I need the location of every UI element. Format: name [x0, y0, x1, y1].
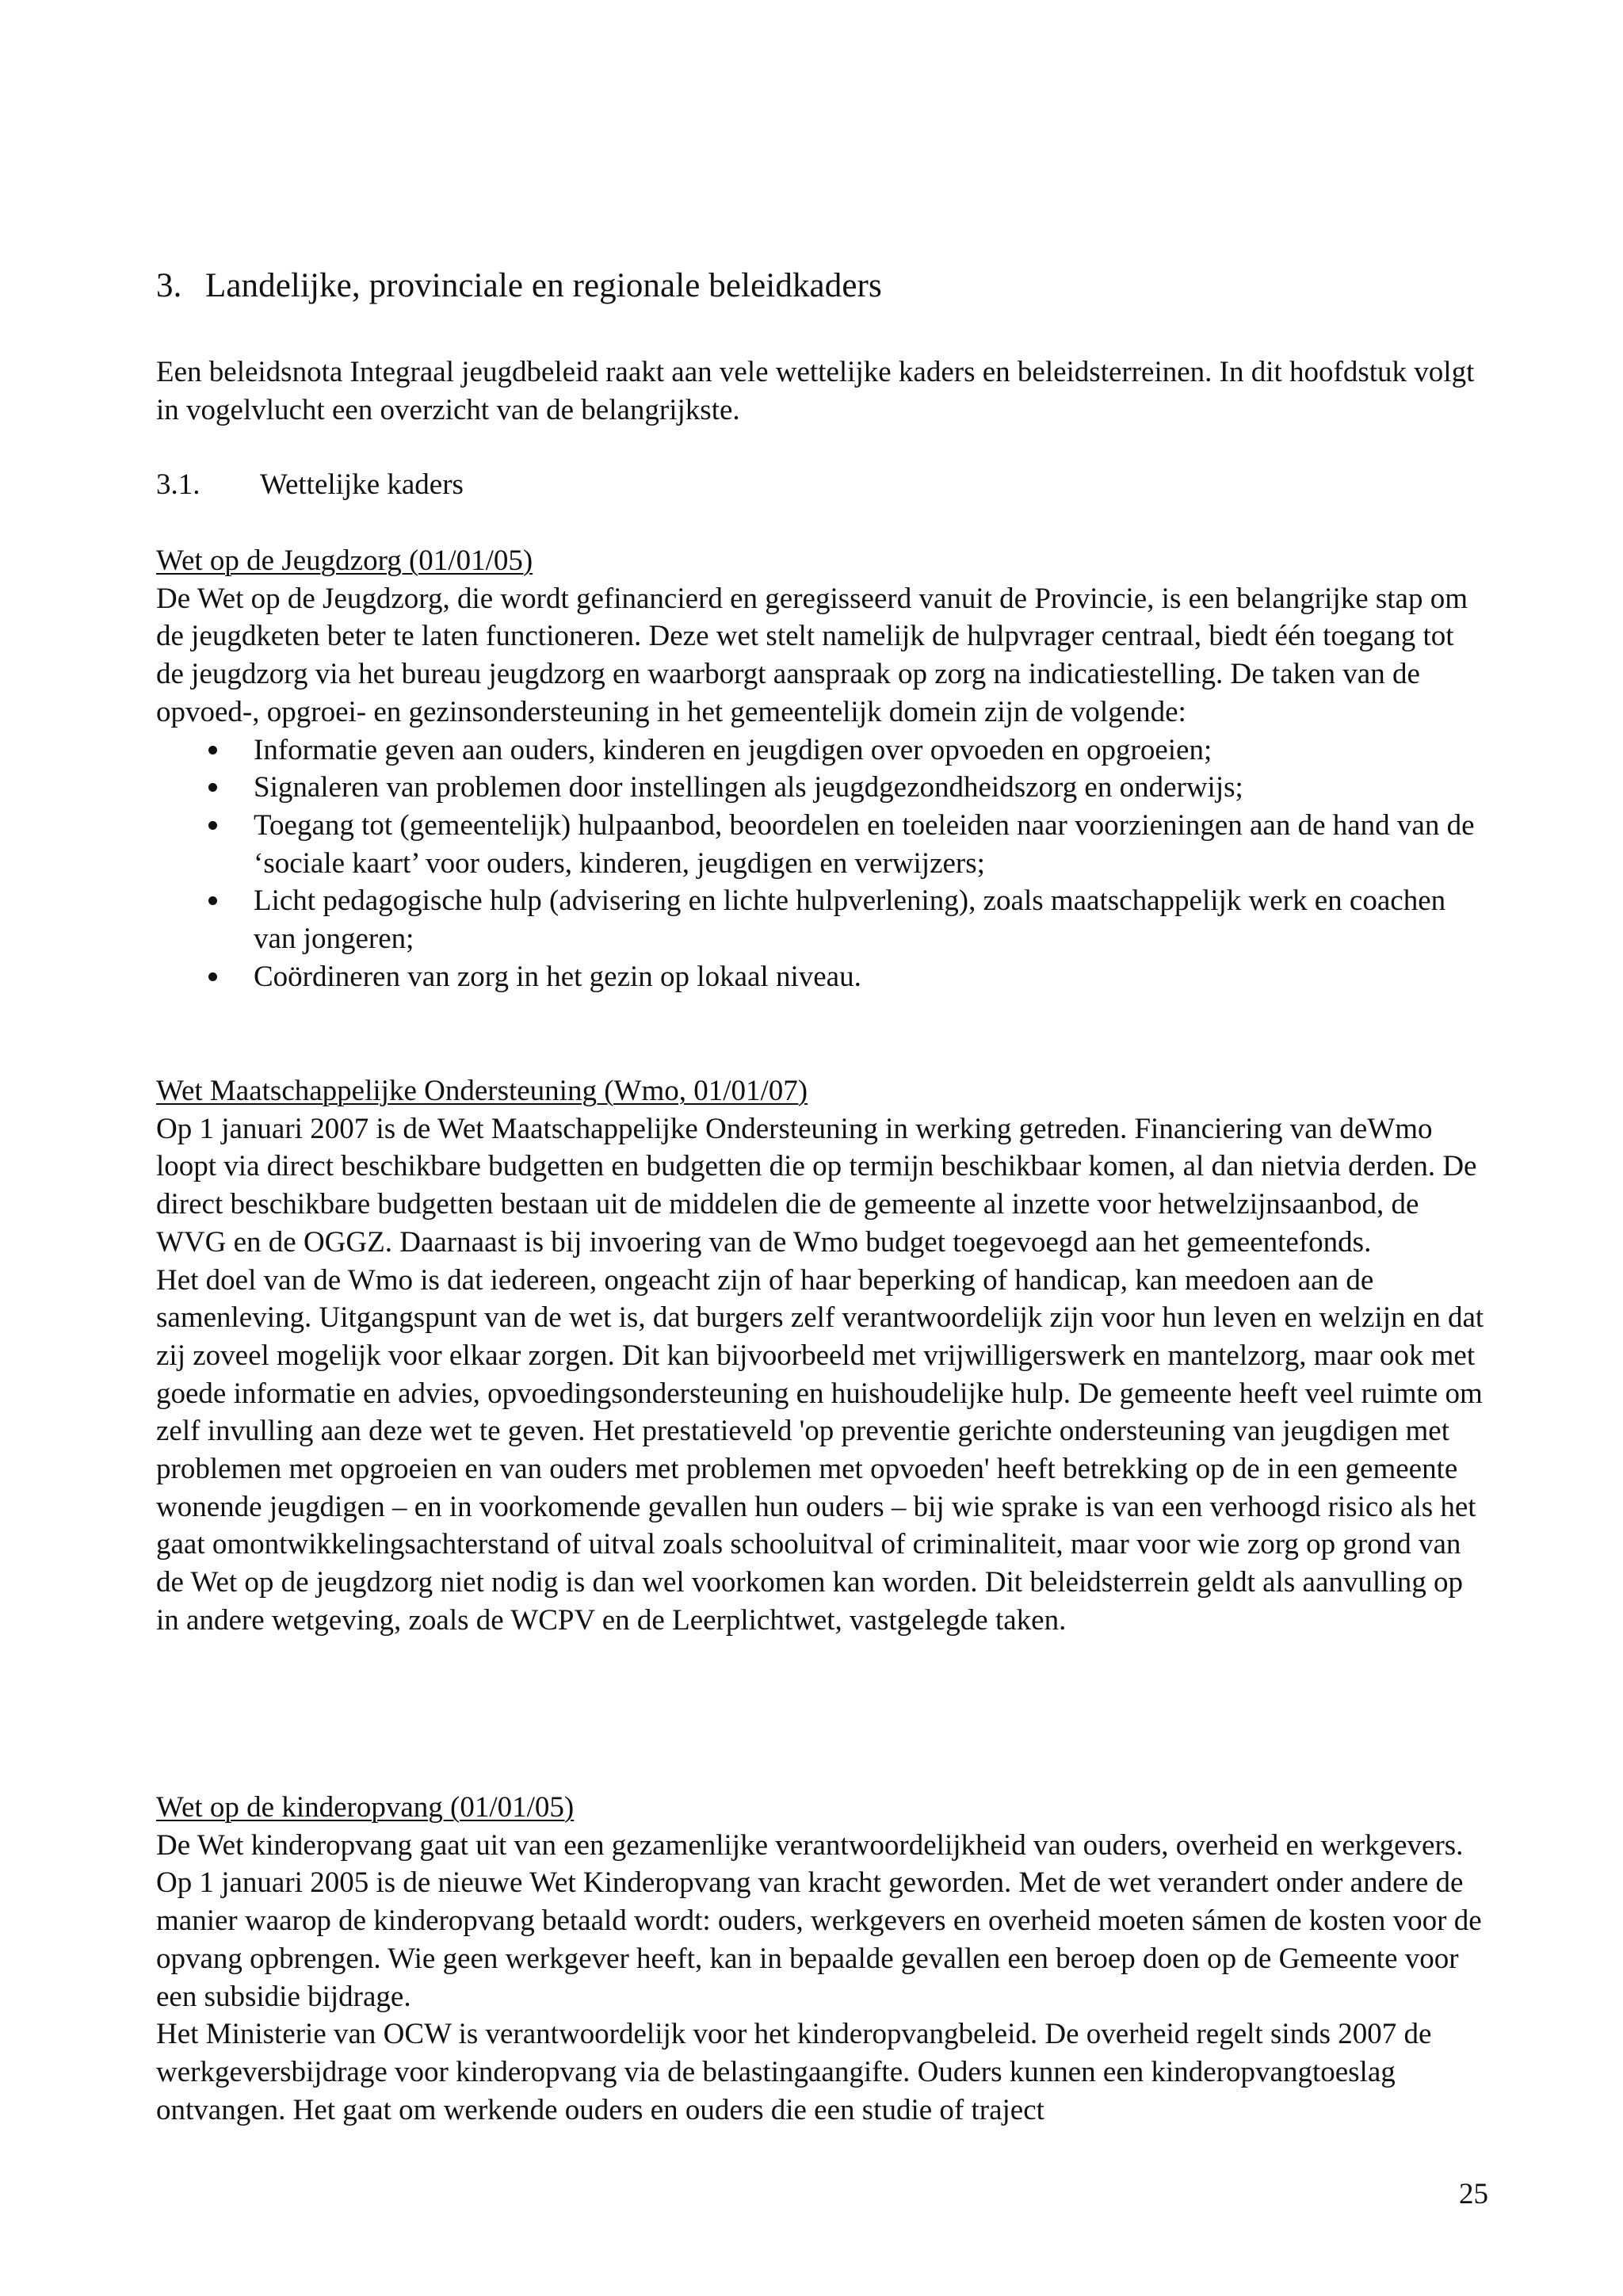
section-heading — [156, 466, 464, 504]
wmo-paragraph-1: Op 1 januari 2007 is de Wet Maatschappelijke Ondersteuning in werking getreden. Financiering van deWmo loopt via direct beschikbare budgetten en budgetten die op termijn beschikbaar komen, al dan nietvia derden. De direct beschikbare budgetten bestaan uit de middelen die de gemeente al inzette voor hetwelzijnsaanbod, de WVG en de OGGZ. Daarnaast is bij invoering van de Wmo budget toegevoegd aan het gemeentefonds. — [156, 1112, 1477, 1259]
kinderopvang-heading: Wet op de kinderopvang (01/01/05) — [156, 1791, 575, 1824]
wmo-heading: Wet Maatschappelijke Ondersteuning (Wmo, 01/01/07) — [156, 1075, 808, 1107]
page-number: 25 — [1459, 2178, 1488, 2210]
list-item: Coördineren van zorg in het gezin op lokaal niveau. — [156, 958, 1487, 996]
bullet-icon — [208, 783, 217, 792]
list-item: Toegang tot (gemeentelijk) hulpaanbod, beoordelen en toeleiden naar voorzieningen aan de hand van de ‘sociale kaart’ voor ouders, kinderen, jeugdigen en verwijzers; — [156, 807, 1487, 882]
jeugdzorg-heading: Wet op de Jeugdzorg (01/01/05) — [156, 544, 533, 577]
kinderopvang-paragraph-2: Het Ministerie van OCW is verantwoordelijk voor het kinderopvangbeleid. De overheid regelt sinds 2007 de werkgeversbijdrage voor kinderopvang via de belastingaangifte. Ouders kunnen een kinderopvangtoeslag ontvangen. Het gaat om werkende ouders en ouders die een studie of traject — [156, 2018, 1432, 2126]
jeugdzorg-body: De Wet op de Jeugdzorg, die wordt gefinancierd en geregisseerd vanuit de Provincie, is een belangrijke stap om de jeugdketen beter te laten functioneren. Deze wet stelt namelijk de hulpvrager centraal, biedt één toegang tot de jeugdzorg via het bureau jeugdzorg en waarborgt aanspraak op zorg na indicatiestelling. De taken van de opvoed-, opgroei- en gezinsondersteuning in het gemeentelijk domein zijn de volgende: — [156, 582, 1468, 728]
chapter-title: Landelijke, provinciale en regionale beleidkaders — [205, 267, 882, 304]
intro-paragraph: Een beleidsnota Integraal jeugdbeleid raakt aan vele wettelijke kaders en beleidsterreinen. In dit hoofdstuk volgt in vogelvlucht een overzicht van de belangrijkste. — [156, 356, 1475, 426]
list-item: Licht pedagogische hulp (advisering en lichte hulpverlening), zoals maatschappelijk werk en coachen van jongeren; — [156, 882, 1487, 957]
kinderopvang-section — [156, 1789, 1487, 2129]
list-item: Informatie geven aan ouders, kinderen en jeugdigen over opvoeden en opgroeien; — [156, 732, 1487, 770]
jeugdzorg-section — [156, 542, 1487, 995]
wmo-section — [156, 1072, 1487, 1640]
section-number: 3.1. — [156, 468, 200, 501]
bullet-icon — [208, 746, 217, 755]
chapter-heading — [156, 266, 882, 307]
jeugdzorg-task-list — [156, 732, 1487, 996]
bullet-icon — [208, 896, 217, 905]
wmo-paragraph-2: Het doel van de Wmo is dat iedereen, ongeacht zijn of haar beperking of handicap, kan meedoen aan de samenleving. Uitgangspunt van de wet is, dat burgers zelf verantwoordelijk zijn voor hun leven en welzijn en dat zij zoveel mogelijk voor elkaar zorgen. Dit kan bijvoorbeeld met vrijwilligerswerk en mantelzorg, maar ook met goede informatie en advies, opvoedingsondersteuning en huishoudelijke hulp. De gemeente heeft veel ruimte om zelf invulling aan deze wet te geven. Het prestatieveld 'op preventie gerichte ondersteuning van jeugdigen met problemen met opgroeien en van ouders met problemen met opvoeden' heeft betrekking op de in een gemeente wonende jeugdigen – en in voorkomende gevallen hun ouders – bij wie sprake is van een verhoogd risico als het gaat omontwikkelingsachterstand of uitval zoals schooluitval of criminaliteit, maar voor wie zorg op grond van de Wet op de jeugdzorg niet nodig is dan wel voorkomen kan worden. Dit beleidsterrein geldt als aanvulling op in andere wetgeving, zoals de WCPV en de Leerplichtwet, vastgelegde taken. — [156, 1263, 1484, 1637]
section-title: Wettelijke kaders — [260, 468, 464, 501]
bullet-icon — [208, 972, 217, 981]
kinderopvang-paragraph-1: De Wet kinderopvang gaat uit van een gezamenlijke verantwoordelijkheid van ouders, overheid en werkgevers. Op 1 januari 2005 is de nieuwe Wet Kinderopvang van kracht geworden. Met de wet verandert onder andere de manier waarop de kinderopvang betaald wordt: ouders, werkgevers en overheid moeten sámen de kosten voor de opvang opbrengen. Wie geen werkgever heeft, kan in bepaalde gevallen een beroep doen op de Gemeente voor een subsidie bijdrage. — [156, 1828, 1482, 2013]
chapter-number: 3. — [156, 267, 182, 304]
list-item: Signaleren van problemen door instellingen als jeugdgezondheidszorg en onderwijs; — [156, 769, 1487, 807]
bullet-icon — [208, 821, 217, 830]
